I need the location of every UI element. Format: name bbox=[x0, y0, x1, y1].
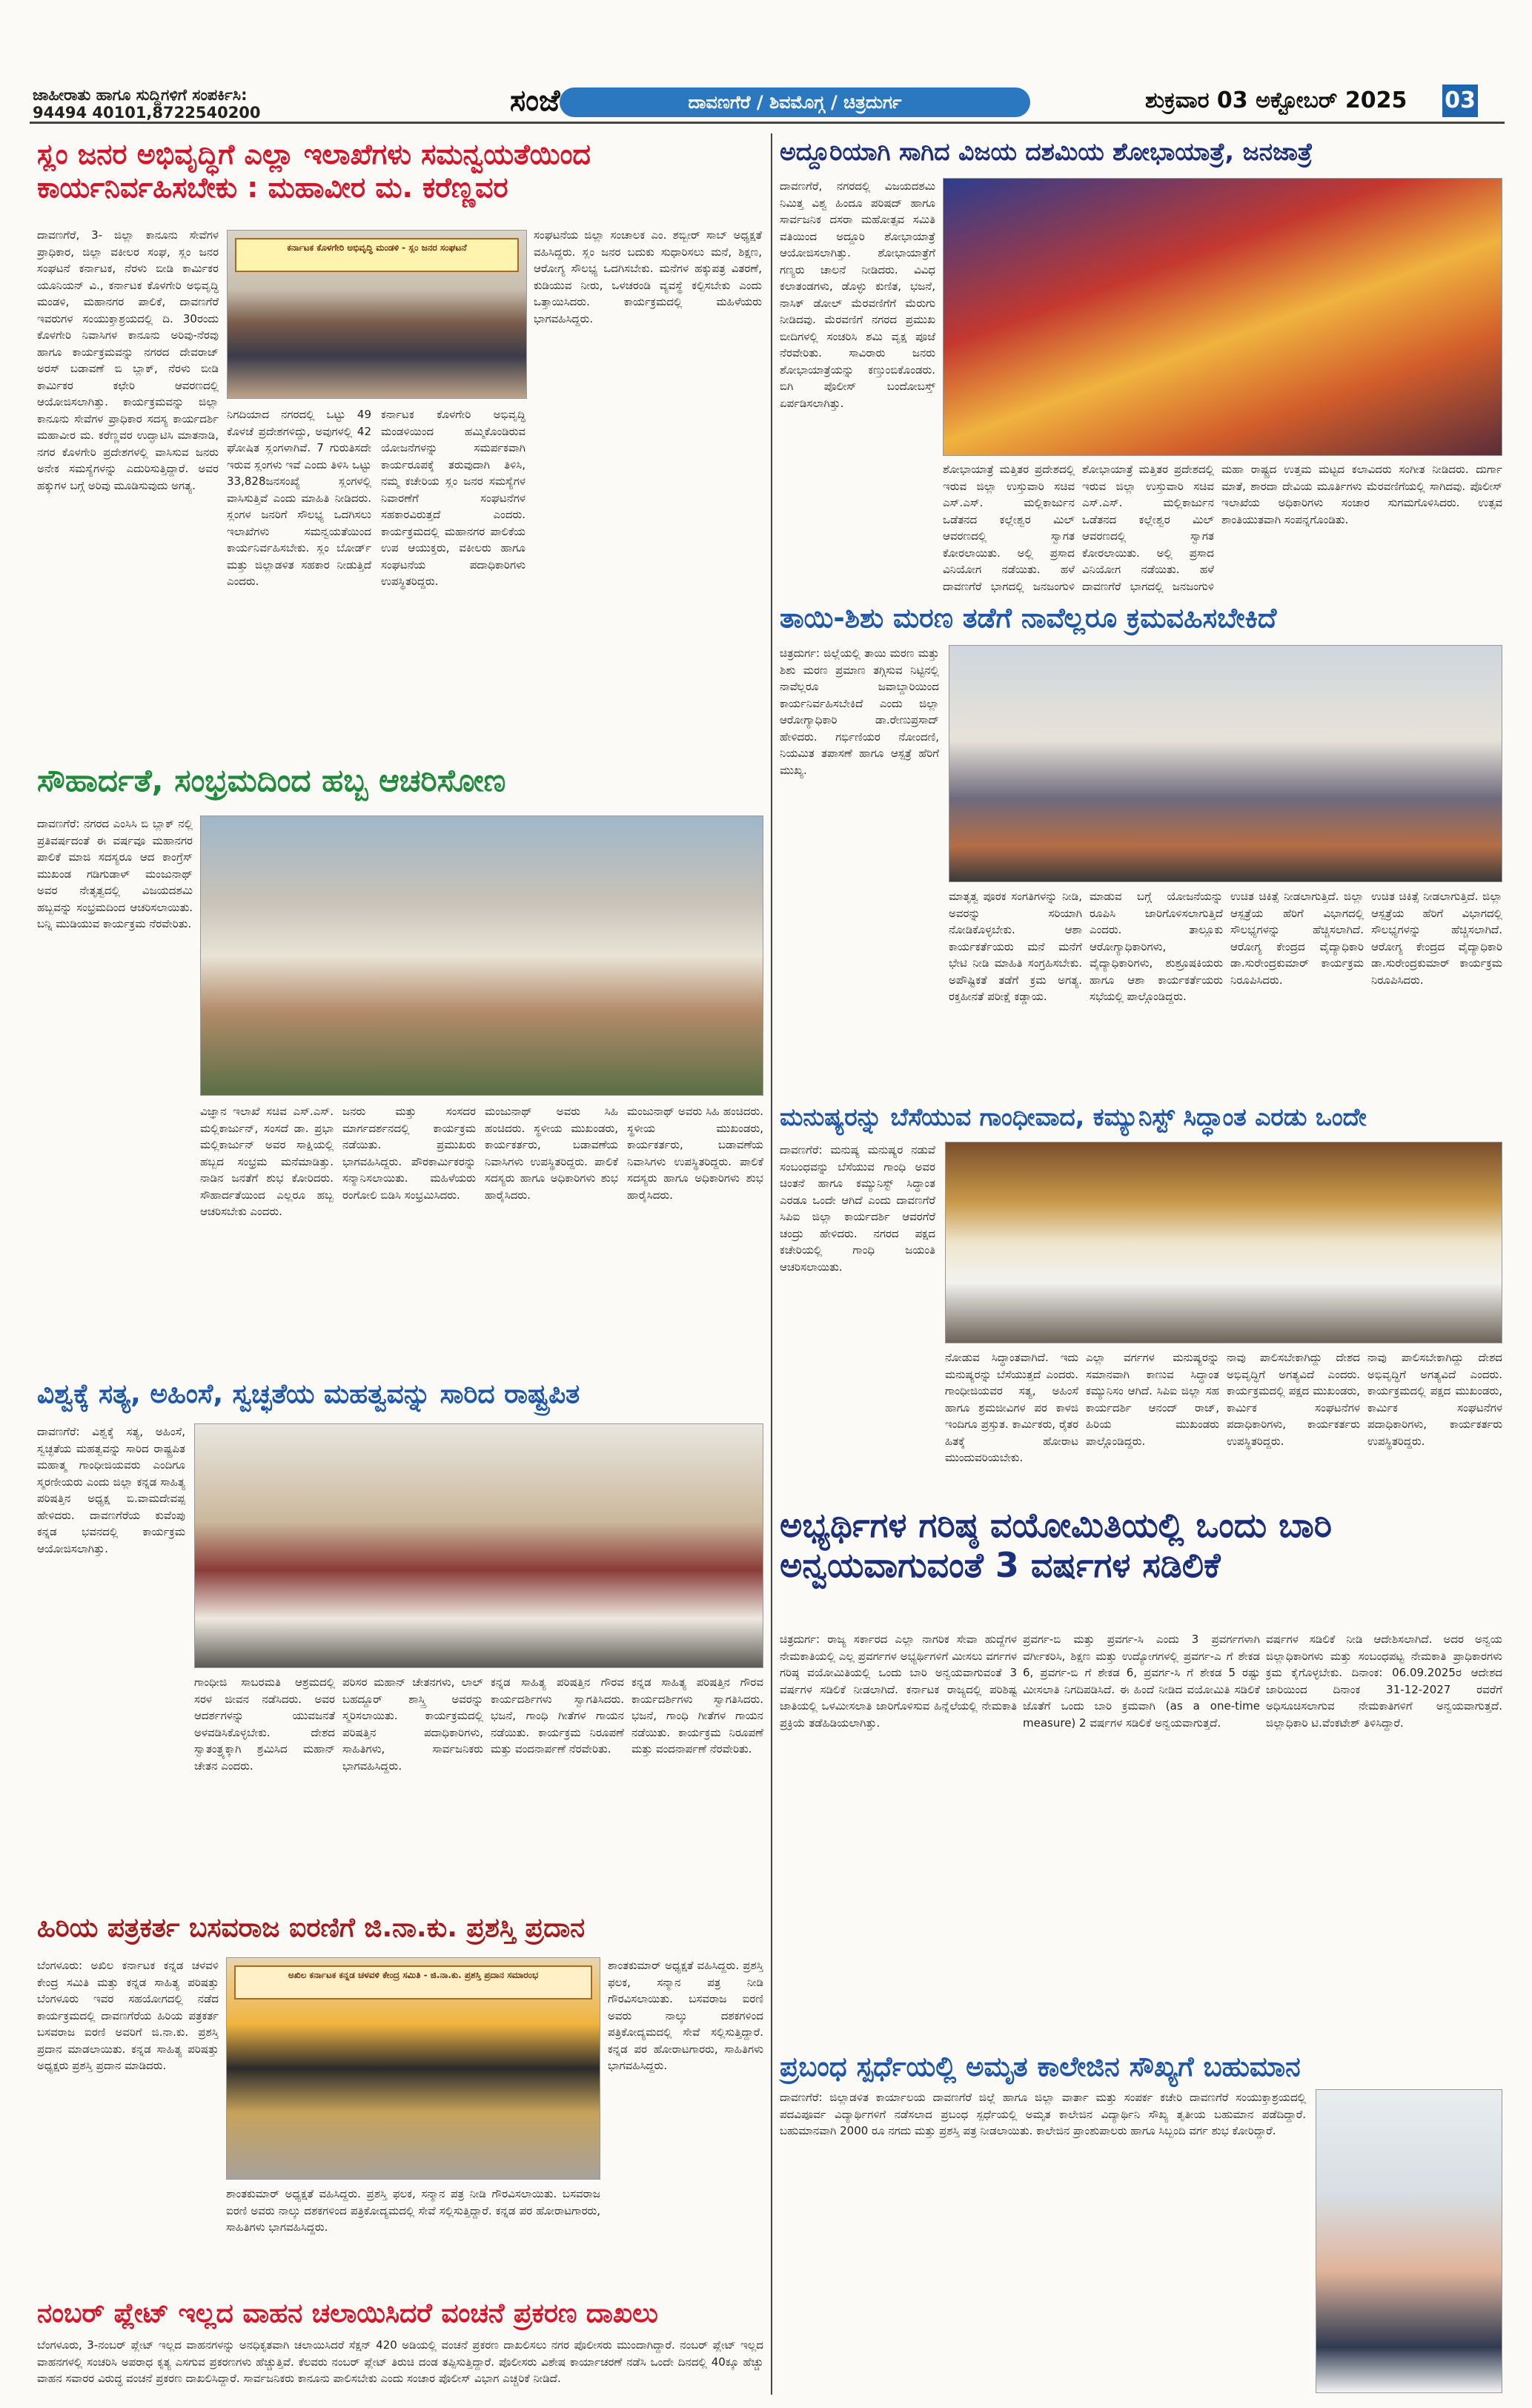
masthead-rule bbox=[30, 122, 1505, 124]
story-festival-col-5: ಮಂಜುನಾಥ್ ಅವರು ಸಿಹಿ ಹಂಚಿದರು. ಸ್ಥಳೀಯ ಮುಖಂಡರು, ಕಾರ್ಯಕರ್ತರು, ಬಡಾವಣೆಯ ನಿವಾಸಿಗಳು ಉಪಸ್ಥಿತರಿದ್ದರು. ಪಾಲಿಕೆ ಸದಸ್ಯರು ಹಾಗೂ ಅಧಿಕಾರಿಗಳು ಶುಭ ಹಾರೈಸಿದರು. bbox=[627, 1105, 763, 1202]
story-dasara-col-1: ದಾವಣಗೆರೆ, ನಗರದಲ್ಲಿ ವಿಜಯದಶಮಿ ನಿಮಿತ್ತ ವಿಶ್ವ ಹಿಂದೂ ಪರಿಷದ್ ಹಾಗೂ ಸಾರ್ವಜನಿಕ ದಸರಾ ಮಹೋತ್ಸವ ಸಮಿತಿ ವತಿಯಿಂದ ಅದ್ದೂರಿ ಶೋಭಾಯಾತ್ರೆ ಆಯೋಜಿಸಲಾಗಿತ್ತು. ಶೋಭಾಯಾತ್ರೆಗೆ ಗಣ್ಯರು ಚಾಲನೆ ನೀಡಿದರು. ವಿವಿಧ ಕಲಾತಂಡಗಳು, ಡೊಳ್ಳು ಕುಣಿತ, ಭಜನೆ, ನಾಸಿಕ್ ಡೋಲ್ ಮೆರವಣಿಗೆಗೆ ಮೆರುಗು ನೀಡಿದವು. ಮೆರವಣಿಗೆ ನಗರದ ಪ್ರಮುಖ ಬೀದಿಗಳಲ್ಲಿ ಸಂಚರಿಸಿ ಶಮಿ ವೃಕ್ಷ ಪೂಜೆ ನೆರವೇರಿತು. ಸಾವಿರಾರು ಜನರು ಶೋಭಾಯಾತ್ರೆಯನ್ನು ಕಣ್ತುಂಬಿಕೊಂಡರು. ಬಿಗಿ ಪೊಲೀಸ್ ಬಂದೋಬಸ್ತ್ ಏರ್ಪಡಿಸಲಾಗಿತ್ತು. bbox=[780, 179, 935, 410]
column-divider bbox=[771, 133, 772, 2395]
story-slum-col-3: ಕರ್ನಾಟಕ ಕೊಳಗೇರಿ ಅಭಿವೃದ್ಧಿ ಮಂಡಳಿಯಿಂದ ಹಮ್ಮಿಕೊಂಡಿರುವ ಯೋಜನೆಗಳನ್ನು ಸಮರ್ಪಕವಾಗಿ ಕಾರ್ಯರೂಪಕ್ಕೆ ತರುವುದಾಗಿ ತಿಳಿಸಿ, ನಮ್ಮ ಕಚೇರಿಯ ಸ್ಲಂ ಜನರ ಸಮಸ್ಯೆಗಳ ನಿವಾರಣೆಗೆ ಸಂಘಟನೆಗಳ ಸಹಕಾರವಿರುತ್ತದೆ ಎಂದರು. ಕಾರ್ಯಕ್ರಮದಲ್ಲಿ ಮಹಾನಗರ ಪಾಲಿಕೆಯ ಉಪ ಆಯುಕ್ತರು, ವಕೀಲರು ಹಾಗೂ ಸಂಘಟನೆಯ ಪದಾಧಿಕಾರಿಗಳು ಉಪಸ್ಥಿತರಿದ್ದರು. bbox=[381, 408, 525, 588]
ad-contact-phones: 94494 40101,8722540200 bbox=[33, 104, 261, 122]
story-slum-col-1: ದಾವಣಗೆರೆ, 3- ಜಿಲ್ಲಾ ಕಾನೂನು ಸೇವೆಗಳ ಪ್ರಾಧಿಕಾರ, ಜಿಲ್ಲಾ ವಕೀಲರ ಸಂಘ, ಸ್ಲಂ ಜನರ ಸಂಘಟನೆ ಕರ್ನಾಟಕ, ನೆರಳು ಬೀಡಿ ಕಾರ್ಮಿಕರ ಯೂನಿಯನ್ ವಿ., ಕರ್ನಾಟಕ ಕೊಳಗೇರಿ ಅಭಿವೃದ್ಧಿ ಮಂಡಳಿ, ಮಹಾನಗರ ಪಾಲಿಕೆ, ದಾವಣಗೆರೆ ಇವರುಗಳ ಸಂಯುಕ್ತಾಶ್ರಯದಲ್ಲಿ ದಿ. 30ರಂದು ಕೊಳಗೇರಿ ನಿವಾಸಿಗಳ ಕಾನೂನು ಅರಿವು-ನೆರವು ಹಾಗೂ ಕಾರ್ಯಕ್ರಮವನ್ನು ನಗರದ ದೇವರಾಜ್ ಅರಸ್ ಬಡಾವಣೆ ಬಿ ಬ್ಲಾಕ್, ನೆರಳು ಬೀಡಿ ಕಾರ್ಮಿಕರ ಕಛೇರಿ ಆವರಣದಲ್ಲಿ ಆಯೋಜಿಸಲಾಗಿತ್ತು. ಕಾರ್ಯಕ್ರಮವನ್ನು ಜಿಲ್ಲಾ ಕಾನೂನು ಸೇವೆಗಳ ಪ್ರಾಧಿಕಾರ ಸದಸ್ಯ ಕಾರ್ಯದರ್ಶಿ ಮಹಾವೀರ ಮ. ಕರೆಣ್ಣವರ ಉದ್ಘಾಟಿಸಿ ಮಾತನಾಡಿ, ನಗರ ಕೊಳಗೇರಿ ಪ್ರದೇಶಗಳಲ್ಲಿ ವಾಸಿಸುವ ಜನರು ಅನೇಕ ಸಮಸ್ಯೆಗಳನ್ನು ಎದುರಿಸುತ್ತಿದ್ದಾರೆ. ಅವರ ಹಕ್ಕುಗಳ ಬಗ್ಗೆ ಅರಿವು ಮೂಡಿಸುವುದು ಅಗತ್ಯ. bbox=[37, 228, 219, 492]
story-ideology-col-3: ಎಲ್ಲಾ ವರ್ಗಗಳ ಮನುಷ್ಯರನ್ನು ಸಮಾನವಾಗಿ ಕಾಣುವ ಸಿದ್ಧಾಂತ ಕಮ್ಯುನಿಸಂ ಆಗಿದೆ. ಸಿಪಿಐ ಜಿಲ್ಲಾ ಸಹ ಕಾರ್ಯದರ್ಶಿ ಆನಂದ್ ರಾಜ್, ಹಿರಿಯ ಮುಖಂಡರು ಪಾಲ್ಗೊಂಡಿದ್ದರು. bbox=[1086, 1351, 1219, 1448]
story-ideology-col-5: ನಾವು ಪಾಲಿಸಬೇಕಾಗಿದ್ದು ದೇಶದ ಅಭಿವೃದ್ಧಿಗೆ ಅಗತ್ಯವಿದೆ ಎಂದರು. ಕಾರ್ಯಕ್ರಮದಲ್ಲಿ ಪಕ್ಷದ ಮುಖಂಡರು, ಕಾರ್ಮಿಕ ಸಂಘಟನೆಗಳ ಪದಾಧಿಕಾರಿಗಳು, ಕಾರ್ಯಕರ್ತರು ಉಪಸ್ಥಿತರಿದ್ದರು. bbox=[1367, 1351, 1502, 1448]
story-health-col-3: ಮಾಡುವ ಬಗ್ಗೆ ಯೋಜನೆಯನ್ನು ರೂಪಿಸಿ ಜಾರಿಗೊಳಿಸಲಾಗುತ್ತಿದೆ ಎಂದರು. ತಾಲ್ಲೂಕು ಆರೋಗ್ಯಾಧಿಕಾರಿಗಳು, ವೈದ್ಯಾಧಿಕಾರಿಗಳು, ಶುಶ್ರೂಷಕಿಯರು ಹಾಗೂ ಆಶಾ ಕಾರ್ಯಕರ್ತೆಯರು ಸಭೆಯಲ್ಲಿ ಪಾಲ್ಗೊಂಡಿದ್ದರು. bbox=[1090, 890, 1223, 1003]
story-gandhi-col-2: ಗಾಂಧೀಜಿ ಸಾಬರಮತಿ ಆಶ್ರಮದಲ್ಲಿ ಸರಳ ಜೀವನ ನಡೆಸಿದರು. ಅವರ ಆದರ್ಶಗಳನ್ನು ಯುವಜನತೆ ಅಳವಡಿಸಿಕೊಳ್ಳಬೇಕು. ದೇಶದ ಸ್ವಾತಂತ್ರ್ಯಕ್ಕಾಗಿ ಶ್ರಮಿಸಿದ ಮಹಾನ್ ಚೇತನ ಎಂದರು. bbox=[194, 1676, 335, 1773]
headline-festival-harmony: ಸೌಹಾರ್ದತೆ, ಸಂಭ್ರಮದಿಂದ ಹಬ್ಬ ಆಚರಿಸೋಣ bbox=[37, 762, 506, 798]
story-festival-col-1: ದಾವಣಗೆರೆ: ನಗರದ ಎಂಸಿಸಿ ಬಿ ಬ್ಲಾಕ್ ನಲ್ಲಿ ಪ್ರತಿವರ್ಷದಂತೆ ಈ ವರ್ಷವೂ ಮಹಾನಗರ ಪಾಲಿಕೆ ಮಾಜಿ ಸದಸ್ಯರೂ ಆದ ಕಾಂಗ್ರೆಸ್ ಮುಖಂಡ ಗಡಿಗುಡಾಳ್ ಮಂಜುನಾಥ್ ಅವರ ನೇತೃತ್ವದಲ್ಲಿ ವಿಜಯದಶಮಿ ಹಬ್ಬವನ್ನು ಸಂಭ್ರಮದಿಂದ ಆಚರಿಸಲಾಯಿತು. ಬನ್ನಿ ಮುಡಿಯುವ ಕಾರ್ಯಕ್ರಮ ನೆರವೇರಿತು. bbox=[37, 817, 193, 930]
headline-maternal-health: ತಾಯಿ-ಶಿಶು ಮರಣ ತಡೆಗೆ ನಾವೆಲ್ಲರೂ ಕ್ರಮವಹಿಸಬೇಕಿದೆ bbox=[780, 602, 1277, 634]
award-banner: ಅಖಿಲ ಕರ್ನಾಟಕ ಕನ್ನಡ ಚಳವಳಿ ಕೇಂದ್ರ ಸಮಿತಿ - ಜಿ.ನಾ.ಕು. ಪ್ರಶಸ್ತಿ ಪ್ರದಾನ ಸಮಾರಂಭ bbox=[234, 1965, 592, 2000]
headline-age-relaxation: ಅಭ್ಯರ್ಥಿಗಳ ಗರಿಷ್ಠ ವಯೋಮಿತಿಯಲ್ಲಿ ಒಂದು ಬಾರಿ ಅನ್ವಯವಾಗುವಂತೆ 3 ವರ್ಷಗಳ ಸಡಿಲಿಕೆ bbox=[780, 1505, 1333, 1586]
story-number-plate-text: ಬೆಂಗಳೂರು, 3-ನಂಬರ್ ಪ್ಲೇಟ್ ಇಲ್ಲದ ವಾಹನಗಳನ್ನು ಅನಧಿಕೃತವಾಗಿ ಚಲಾಯಿಸಿದರೆ ಸೆಕ್ಷನ್ 420 ಅಡಿಯಲ್ಲಿ ವಂಚನೆ ಪ್ರಕರಣ ದಾಖಲಿಸಲು ನಗರ ಪೊಲೀಸರು ಮುಂದಾಗಿದ್ದಾರೆ. ನಂಬರ್ ಪ್ಲೇಟ್ ಇಲ್ಲದ ವಾಹನಗಳಲ್ಲಿ ಸಂಚರಿಸಿ ಅಪರಾಧ ಕೃತ್ಯ ಎಸಗುವ ಪ್ರಕರಣಗಳು ಹೆಚ್ಚುತ್ತಿವೆ. ಕೆಲವರು ನಂಬರ್ ಪ್ಲೇಟ್ ತಿರುಚಿ ದಂಡ ತಪ್ಪಿಸುತ್ತಿದ್ದಾರೆ. ಪೊಲೀಸರು ವಿಶೇಷ ಕಾರ್ಯಾಚರಣೆ ನಡೆಸಿ ಒಂದೇ ದಿನದಲ್ಲಿ 40ಕ್ಕೂ ಹೆಚ್ಚು ವಾಹನ ಸವಾರರ ವಿರುದ್ಧ ವಂಚನೆ ಪ್ರಕರಣ ದಾಖಲಿಸಿದ್ದಾರೆ. ಸಾರ್ವಜನಿಕರು ಕಾನೂನು ಪಾಲಿಸಬೇಕು ಎಂದು ಸಂಚಾರ ಪೊಲೀಸ್ ವಿಭಾಗ ಎಚ್ಚರಿಕೆ ನೀಡಿದೆ. bbox=[37, 2338, 763, 2385]
headline-journalist-award: ಹಿರಿಯ ಪತ್ರಕರ್ತ ಬಸವರಾಜ ಐರಣಿಗೆ ಜಿ.ನಾ.ಕು. ಪ್ರಶಸ್ತಿ ಪ್ರದಾನ bbox=[37, 1913, 586, 1943]
story-festival-col-3: ಜನರು ಮತ್ತು ಸಂಸದರ ಮಾರ್ಗದರ್ಶನದಲ್ಲಿ ಕಾರ್ಯಕ್ರಮ ನಡೆಯಿತು. ಪ್ರಮುಖರು ಭಾಗವಹಿಸಿದ್ದರು. ಪೌರಕಾರ್ಮಿಕರನ್ನು ಸನ್ಮಾನಿಸಲಾಯಿತು. ಮಹಿಳೆಯರು ರಂಗೋಲಿ ಬಿಡಿಸಿ ಸಂಭ್ರಮಿಸಿದರು. bbox=[342, 1105, 476, 1202]
headline-essay-prize: ಪ್ರಬಂಧ ಸ್ಪರ್ಧೆಯಲ್ಲಿ ಅಮೃತ ಕಾಲೇಜಿನ ಸೌಖ್ಯಗೆ ಬಹುಮಾನ bbox=[780, 2051, 1301, 2083]
masthead bbox=[0, 0, 1532, 122]
story-age-col-2: ಪ್ರವರ್ಗ-ಬಿ ಮತ್ತು ಪ್ರವರ್ಗ-ಸಿ ಎಂದು 3 ಪ್ರವರ್ಗಗಳಾಗಿ ವರ್ಗೀಕರಿಸಿ, ಶಿಕ್ಷಣ ಮತ್ತು ಉದ್ಯೋಗಗಳಲ್ಲಿ ಪ್ರವರ್ಗ-ಎ ಗೆ ಶೇಕಡ 6, ಪ್ರವರ್ಗ-ಬಿ ಗೆ ಶೇಕಡ 6, ಪ್ರವರ್ಗ-ಸಿ ಗೆ ಶೇಕಡ 5 ರಷ್ಟು ಮೀಸಲಾತಿ ನಿಗದಿಪಡಿಸಿದೆ. ಈ ಹಿಂದೆ ನೀಡಿದ ವಯೋಮಿತಿ ಸಡಿಲಿಕೆ ಜೊತೆಗೆ ಒಂದು ಬಾರಿ ಕ್ರಮವಾಗಿ (as a one-time measure) 2 ವರ್ಷಗಳ ಸಡಿಲಿಕೆ ಅನ್ವಯವಾಗುತ್ತದೆ. bbox=[1023, 1633, 1260, 1730]
photo-health-meeting bbox=[949, 645, 1502, 882]
story-essay-text: ದಾವಣಗೆರೆ: ಜಿಲ್ಲಾಡಳಿತ ಕಾರ್ಯಾಲಯ ದಾವಣಗೆರೆ ಜಿಲ್ಲೆ ಹಾಗೂ ಜಿಲ್ಲಾ ವಾರ್ತಾ ಮತ್ತು ಸಂಪರ್ಕ ಕಚೇರಿ ದಾವಣಗೆರೆ ಸಂಯುಕ್ತಾಶ್ರಯದಲ್ಲಿ ಪದವಿಪೂರ್ವ ವಿದ್ಯಾರ್ಥಿಗಳಿಗೆ ನಡೆಸಲಾದ ಪ್ರಬಂಧ ಸ್ಪರ್ಧೆಯಲ್ಲಿ ಅಮೃತ ಕಾಲೇಜಿನ ವಿದ್ಯಾರ್ಥಿನಿ ಸೌಖ್ಯ ತೃತೀಯ ಬಹುಮಾನ ಪಡೆದಿದ್ದಾರೆ. ಬಹುಮಾನವಾಗಿ 2000 ರೂ ನಗದು ಮತ್ತು ಪ್ರಶಸ್ತಿ ಪತ್ರ ನೀಡಲಾಯಿತು. ಕಾಲೇಜಿನ ಪ್ರಾಂಶುಪಾಲರು ಹಾಗೂ ಸಿಬ್ಬಂದಿ ವರ್ಗ ಶುಭ ಕೋರಿದ್ದಾರೆ. bbox=[780, 2091, 1306, 2137]
ad-contact-label: ಜಾಹೀರಾತು ಹಾಗೂ ಸುದ್ದಿಗಳಿಗೆ ಸಂಪರ್ಕಿಸಿ: bbox=[33, 86, 248, 104]
story-gandhi-col-3: ಪರಿಸರ ಮಹಾನ್ ಚೇತನಗಳು, ಲಾಲ್ ಬಹದ್ದೂರ್ ಶಾಸ್ತ್ರಿ ಅವರನ್ನು ಸ್ಮರಿಸಲಾಯಿತು. ಕಾರ್ಯಕ್ರಮದಲ್ಲಿ ಪರಿಷತ್ತಿನ ಪದಾಧಿಕಾರಿಗಳು, ಸಾಹಿತಿಗಳು, ಸಾರ್ವಜನಿಕರು ಭಾಗವಹಿಸಿದ್ದರು. bbox=[342, 1676, 483, 1773]
story-health-col-4: ಉಚಿತ ಚಿಕಿತ್ಸೆ ನೀಡಲಾಗುತ್ತಿದೆ. ಜಿಲ್ಲಾ ಆಸ್ಪತ್ರೆಯ ಹೆರಿಗೆ ವಿಭಾಗದಲ್ಲಿ ಸೌಲಭ್ಯಗಳನ್ನು ಹೆಚ್ಚಿಸಲಾಗಿದೆ. ಆರೋಗ್ಯ ಕೇಂದ್ರದ ವೈದ್ಯಾಧಿಕಾರಿ ಡಾ.ಸುರೇಂದ್ರಕುಮಾರ್ ಕಾರ್ಯಕ್ರಮ ನಿರೂಪಿಸಿದರು. bbox=[1230, 890, 1364, 987]
story-ideology-col-4: ನಾವು ಪಾಲಿಸಬೇಕಾಗಿದ್ದು ದೇಶದ ಅಭಿವೃದ್ಧಿಗೆ ಅಗತ್ಯವಿದೆ ಎಂದರು. ಕಾರ್ಯಕ್ರಮದಲ್ಲಿ ಪಕ್ಷದ ಮುಖಂಡರು, ಕಾರ್ಮಿಕ ಸಂಘಟನೆಗಳ ಪದಾಧಿಕಾರಿಗಳು, ಕಾರ್ಯಕರ್ತರು ಉಪಸ್ಥಿತರಿದ್ದರು. bbox=[1227, 1351, 1360, 1448]
story-dasara-col-2: ಶೋಭಾಯಾತ್ರೆ ಮತ್ತಿತರ ಪ್ರದೇಶದಲ್ಲಿ ಇರುವ ಜಿಲ್ಲಾ ಉಸ್ತುವಾರಿ ಸಚಿವ ಎಸ್.ಎಸ್. ಮಲ್ಲಿಕಾರ್ಜುನ ಒಡೆತನದ ಕಲ್ಲೇಶ್ವರ ಮಿಲ್ ಆವರಣದಲ್ಲಿ ಸ್ವಾಗತ ಕೋರಲಾಯಿತು. ಅಲ್ಲಿ ಪ್ರಸಾದ ವಿನಿಯೋಗ ನಡೆಯಿತು. ಹಳೆ ದಾವಣಗೆರೆ ಭಾಗದಲ್ಲಿ ಜನಜಂಗುಳಿ bbox=[943, 463, 1075, 593]
photo-banner: ಕರ್ನಾಟಕ ಕೊಳಗೇರಿ ಅಭಿವೃದ್ಧಿ ಮಂಡಳಿ - ಸ್ಲಂ ಜನರ ಸಂಘಟನೆ bbox=[235, 238, 519, 272]
headline-dasara-procession: ಅದ್ದೂರಿಯಾಗಿ ಸಾಗಿದ ವಿಜಯ ದಶಮಿಯ ಶೋಭಾಯಾತ್ರೆ, ಜನಜಾತ್ರೆ bbox=[780, 137, 1313, 166]
story-dasara-col-4: ಮಹಾ ರಾಷ್ಟ್ರದ ಉತ್ತಮ ಮಟ್ಟದ ಕಲಾವಿದರು ಸಂಗೀತ ನೀಡಿದರು. ದುರ್ಗಾ ಮಾತೆ, ಶಾರದಾ ದೇವಿಯ ಮೂರ್ತಿಗಳು ಮೆರವಣಿಗೆಯಲ್ಲಿ ಸಾಗಿದವು. ಪೊಲೀಸ್ ಇಲಾಖೆಯ ಅಧಿಕಾರಿಗಳು ಸಂಚಾರ ಸುಗಮಗೊಳಿಸಿದರು. ಉತ್ಸವ ಶಾಂತಿಯುತವಾಗಿ ಸಂಪನ್ನಗೊಂಡಿತು. bbox=[1221, 463, 1502, 526]
headline-number-plate: ನಂಬರ್ ಪ್ಲೇಟ್ ಇಲ್ಲದ ವಾಹನ ಚಲಾಯಿಸಿದರೆ ವಂಚನೆ ಪ್ರಕರಣ ದಾಖಲು bbox=[37, 2298, 658, 2329]
story-ideology-col-1: ದಾವಣಗೆರೆ: ಮನುಷ್ಯ ಮನುಷ್ಯರ ನಡುವೆ ಸಂಬಂಧವನ್ನು ಬೆಸೆಯುವ ಗಾಂಧಿ ಅವರ ಚಿಂತನೆ ಹಾಗೂ ಕಮ್ಯುನಿಸ್ಟ್ ಸಿದ್ಧಾಂತ ಎರಡೂ ಒಂದೇ ಆಗಿದೆ ಎಂದು ದಾವಣಗೆರೆ ಸಿಪಿಐ ಜಿಲ್ಲಾ ಕಾರ್ಯದರ್ಶಿ ಆವರಗೆರೆ ಚಂದ್ರು ಹೇಳಿದರು. ನಗರದ ಪಕ್ಷದ ಕಚೇರಿಯಲ್ಲಿ ಗಾಂಧಿ ಜಯಂತಿ ಆಚರಿಸಲಾಯಿತು. bbox=[780, 1143, 935, 1274]
headline-gandhi-truth: ವಿಶ್ವಕ್ಕೆ ಸತ್ಯ, ಅಹಿಂಸೆ, ಸ್ವಚ್ಛತೆಯ ಮಹತ್ವವನ್ನು ಸಾರಿದ ರಾಷ್ಟ್ರಪಿತ bbox=[37, 1379, 580, 1409]
story-festival-col-2: ವಿಜ್ಞಾನ ಇಲಾಖೆ ಸಚಿವ ಎಸ್.ಎಸ್. ಮಲ್ಲಿಕಾರ್ಜುನ್, ಸಂಸದೆ ಡಾ. ಪ್ರಭಾ ಮಲ್ಲಿಕಾರ್ಜುನ್ ಅವರ ಸಾಕ್ಷಿಯಲ್ಲಿ ಹಬ್ಬದ ಸಂಭ್ರಮ ಮನೆಮಾಡಿತ್ತು. ನಾಡಿನ ಜನತೆಗೆ ಶುಭ ಕೋರಿದರು. ಸೌಹಾರ್ದತೆಯಿಂದ ಎಲ್ಲರೂ ಹಬ್ಬ ಆಚರಿಸಬೇಕು ಎಂದರು. bbox=[200, 1105, 334, 1218]
story-gandhi-col-4: ಕನ್ನಡ ಸಾಹಿತ್ಯ ಪರಿಷತ್ತಿನ ಗೌರವ ಕಾರ್ಯದರ್ಶಿಗಳು ಸ್ವಾಗತಿಸಿದರು. ಭಜನೆ, ಗಾಂಧಿ ಗೀತೆಗಳ ಗಾಯನ ನಡೆಯಿತು. ಕಾರ್ಯಕ್ರಮ ನಿರೂಪಣೆ ಮತ್ತು ವಂದನಾರ್ಪಣೆ ನೆರವೇರಿತು. bbox=[491, 1676, 624, 1756]
headline-slum-development: ಸ್ಲಂ ಜನರ ಅಭಿವೃದ್ಧಿಗೆ ಎಲ್ಲಾ ಇಲಾಖೆಗಳು ಸಮನ್ವಯತೆಯಿಂದ ಕಾರ್ಯನಿರ್ವಹಿಸಬೇಕು : ಮಹಾವೀರ ಮ. ಕರೆಣ್ಣವರ bbox=[37, 138, 591, 204]
headline-gandhism-communism: ಮನುಷ್ಯರನ್ನು ಬೆಸೆಯುವ ಗಾಂಧೀವಾದ, ಕಮ್ಯುನಿಸ್ಟ್ ಸಿದ್ಧಾಂತ ಎರಡು ಒಂದೇ bbox=[780, 1102, 1367, 1131]
story-health-col-1: ಚಿತ್ರದುರ್ಗ: ಜಿಲ್ಲೆಯಲ್ಲಿ ತಾಯಿ ಮರಣ ಮತ್ತು ಶಿಶು ಮರಣ ಪ್ರಮಾಣ ತಗ್ಗಿಸುವ ನಿಟ್ಟಿನಲ್ಲಿ ನಾವೆಲ್ಲರೂ ಜವಾಬ್ದಾರಿಯಿಂದ ಕಾರ್ಯನಿರ್ವಹಿಸಬೇಕಿದೆ ಎಂದು ಜಿಲ್ಲಾ ಆರೋಗ್ಯಾಧಿಕಾರಿ ಡಾ.ರೇಣುಪ್ರಸಾದ್ ಹೇಳಿದರು. ಗರ್ಭಿಣಿಯರ ನೋಂದಣಿ, ನಿಯಮಿತ ತಪಾಸಣೆ ಹಾಗೂ ಆಸ್ಪತ್ರೆ ಹೆರಿಗೆ ಮುಖ್ಯ. bbox=[780, 646, 939, 777]
story-age-col-3: ವರ್ಷಗಳ ಸಡಿಲಿಕೆ ನೀಡಿ ಆದೇಶಿಸಲಾಗಿದೆ. ಅದರ ಅನ್ವಯ ಜಿಲ್ಲಾಧಿಕಾರಿಗಳು ಮತ್ತು ಸಂಬಂಧಪಟ್ಟ ನೇಮಕಾತಿ ಪ್ರಾಧಿಕಾರಗಳು ಕ್ರಮ ಕೈಗೊಳ್ಳಬೇಕು. ದಿನಾಂಕ: 06.09.2025ರ ಆದೇಶದ ಜಾರಿಯಿಂದ ದಿನಾಂಕ 31-12-2027 ರವರೆಗೆ ಅಧಿಸೂಚಿಸಲಾಗುವ ನೇಮಕಾತಿಗಳಿಗೆ ಅನ್ವಯವಾಗುತ್ತದೆ. ಜಿಲ್ಲಾಧಿಕಾರಿ ಟಿ.ವೆಂಕಟೇಶ್ ತಿಳಿಸಿದ್ದಾರೆ. bbox=[1266, 1633, 1502, 1730]
photo-cpi-office bbox=[945, 1142, 1502, 1343]
story-age-col-1: ಚಿತ್ರದುರ್ಗ: ರಾಜ್ಯ ಸರ್ಕಾರದ ಎಲ್ಲಾ ನಾಗರಿಕ ಸೇವಾ ಹುದ್ದೆಗಳ ನೇಮಕಾತಿಯಲ್ಲಿ ಎಲ್ಲ ಪ್ರವರ್ಗಗಳ ಅಭ್ಯರ್ಥಿಗಳಿಗೆ ಮೀಸಲು ವರ್ಗಗಳ ಗರಿಷ್ಠ ವಯೋಮಿತಿಯಲ್ಲಿ ಒಂದು ಬಾರಿ ಅನ್ವಯವಾಗುವಂತೆ 3 ವರ್ಷಗಳ ಸಡಿಲಿಕೆ ನೀಡಲಾಗಿದೆ. ಕರ್ನಾಟಕ ರಾಜ್ಯದಲ್ಲಿ ಪರಿಶಿಷ್ಟ ಜಾತಿಯಲ್ಲಿ ಒಳಮೀಸಲಾತಿ ಜಾರಿಗೊಳಿಸುವ ಹಿನ್ನೆಲೆಯಲ್ಲಿ ನೇಮಕಾತಿ ಪ್ರಕ್ರಿಯೆ ತಡೆಹಿಡಿಯಲಾಗಿತ್ತು. bbox=[780, 1633, 1017, 1730]
story-health-col-5: ಉಚಿತ ಚಿಕಿತ್ಸೆ ನೀಡಲಾಗುತ್ತಿದೆ. ಜಿಲ್ಲಾ ಆಸ್ಪತ್ರೆಯ ಹೆರಿಗೆ ವಿಭಾಗದಲ್ಲಿ ಸೌಲಭ್ಯಗಳನ್ನು ಹೆಚ್ಚಿಸಲಾಗಿದೆ. ಆರೋಗ್ಯ ಕೇಂದ್ರದ ವೈದ್ಯಾಧಿಕಾರಿ ಡಾ.ಸುರೇಂದ್ರಕುಮಾರ್ ಕಾರ್ಯಕ್ರಮ ನಿರೂಪಿಸಿದರು. bbox=[1371, 890, 1502, 987]
story-dasara-col-3: ಶೋಭಾಯಾತ್ರೆ ಮತ್ತಿತರ ಪ್ರದೇಶದಲ್ಲಿ ಇರುವ ಜಿಲ್ಲಾ ಉಸ್ತುವಾರಿ ಸಚಿವ ಎಸ್.ಎಸ್. ಮಲ್ಲಿಕಾರ್ಜುನ ಒಡೆತನದ ಕಲ್ಲೇಶ್ವರ ಮಿಲ್ ಆವರಣದಲ್ಲಿ ಸ್ವಾಗತ ಕೋರಲಾಯಿತು. ಅಲ್ಲಿ ಪ್ರಸಾದ ವಿನಿಯೋಗ ನಡೆಯಿತು. ಹಳೆ ದಾವಣಗೆರೆ ಭಾಗದಲ್ಲಿ ಜನಜಂಗುಳಿ bbox=[1082, 463, 1214, 593]
photo-gandhi-event bbox=[194, 1423, 763, 1668]
story-health-col-2: ಮಾತೃತ್ವ ಪೂರಕ ಸಂಗತಿಗಳನ್ನು ನೀಡಿ, ಅವರನ್ನು ಸರಿಯಾಗಿ ನೋಡಿಕೊಳ್ಳಬೇಕು. ಆಶಾ ಕಾರ್ಯಕರ್ತೆಯರು ಮನೆ ಮನೆಗೆ ಭೇಟಿ ನೀಡಿ ಮಾಹಿತಿ ಸಂಗ್ರಹಿಸಬೇಕು. ಅಪೌಷ್ಟಿಕತೆ ತಡೆಗೆ ಕ್ರಮ ಅಗತ್ಯ. ರಕ್ತಹೀನತೆ ಪರೀಕ್ಷೆ ಕಡ್ಡಾಯ. bbox=[949, 890, 1082, 1003]
logo-left-text: ಸಂಜೆ bbox=[510, 83, 560, 118]
photo-dasara-goddess bbox=[943, 178, 1502, 456]
photo-award-ceremony bbox=[226, 1957, 600, 2180]
story-slum-col-2: ನಿಗದಿಯಾದ ನಗರದಲ್ಲಿ ಒಟ್ಟು 49 ಕೊಳಚೆ ಪ್ರದೇಶಗಳಿದ್ದು, ಅವುಗಳಲ್ಲಿ 42 ಘೋಷಿತ ಸ್ಲಂಗಳಾಗಿವೆ. 7 ಗುರುತಿಸದೇ ಇರುವ ಸ್ಲಂಗಳು ಇವೆ ಎಂದು ತಿಳಿಸಿ ಒಟ್ಟು 33,828ಜನಸಂಖ್ಯೆ ಸ್ಲಂಗಳಲ್ಲಿ ವಾಸಿಸುತ್ತಿವೆ ಎಂದು ಮಾಹಿತಿ ನೀಡಿದರು. ಸ್ಲಂಗಳ ಜನರಿಗೆ ಸೌಲಭ್ಯ ಒದಗಿಸಲು ಇಲಾಖೆಗಳು ಸಮನ್ವಯತೆಯಿಂದ ಕಾರ್ಯನಿರ್ವಹಿಸಬೇಕು. ಸ್ಲಂ ಬೋರ್ಡ್ ಮತ್ತು ಜಿಲ್ಲಾಡಳಿತ ಸಹಕಾರ ನೀಡುತ್ತಿದೆ ಎಂದರು. bbox=[227, 408, 371, 588]
story-award-col-3: ಶಾಂತಕುಮಾರ್ ಅಧ್ಯಕ್ಷತೆ ವಹಿಸಿದ್ದರು. ಪ್ರಶಸ್ತಿ ಫಲಕ, ಸನ್ಮಾನ ಪತ್ರ ನೀಡಿ ಗೌರವಿಸಲಾಯಿತು. ಬಸವರಾಜ ಐರಣಿ ಅವರು ನಾಲ್ಕು ದಶಕಗಳಿಂದ ಪತ್ರಿಕೋದ್ಯಮದಲ್ಲಿ ಸೇವೆ ಸಲ್ಲಿಸುತ್ತಿದ್ದಾರೆ. ಕನ್ನಡ ಪರ ಹೋರಾಟಗಾರರು, ಸಾಹಿತಿಗಳು ಭಾಗವಹಿಸಿದ್ದರು. bbox=[608, 1959, 763, 2072]
story-gandhi-col-1: ದಾವಣಗೆರೆ: ವಿಶ್ವಕ್ಕೆ ಸತ್ಯ, ಅಹಿಂಸೆ, ಸ್ವಚ್ಛತೆಯ ಮಹತ್ವವನ್ನು ಸಾರಿದ ರಾಷ್ಟ್ರಪಿತ ಮಹಾತ್ಮ ಗಾಂಧೀಜಿಯವರು ಎಂದಿಗೂ ಸ್ಮರಣೀಯರು ಎಂದು ಜಿಲ್ಲಾ ಕನ್ನಡ ಸಾಹಿತ್ಯ ಪರಿಷತ್ತಿನ ಅಧ್ಯಕ್ಷ ಬಿ.ವಾಮದೇವಪ್ಪ ಹೇಳಿದರು. ದಾವಣಗೆರೆಯ ಕುವೆಂಪು ಕನ್ನಡ ಭವನದಲ್ಲಿ ಕಾರ್ಯಕ್ರಮ ಆಯೋಜಿಸಲಾಗಿತ್ತು. bbox=[37, 1425, 185, 1555]
story-award-col-2: ಶಾಂತಕುಮಾರ್ ಅಧ್ಯಕ್ಷತೆ ವಹಿಸಿದ್ದರು. ಪ್ರಶಸ್ತಿ ಫಲಕ, ಸನ್ಮಾನ ಪತ್ರ ನೀಡಿ ಗೌರವಿಸಲಾಯಿತು. ಬಸವರಾಜ ಐರಣಿ ಅವರು ನಾಲ್ಕು ದಶಕಗಳಿಂದ ಪತ್ರಿಕೋದ್ಯಮದಲ್ಲಿ ಸೇವೆ ಸಲ್ಲಿಸುತ್ತಿದ್ದಾರೆ. ಕನ್ನಡ ಪರ ಹೋರಾಟಗಾರರು, ಸಾಹಿತಿಗಳು ಭಾಗವಹಿಸಿದ್ದರು. bbox=[226, 2187, 600, 2234]
story-gandhi-col-5: ಕನ್ನಡ ಸಾಹಿತ್ಯ ಪರಿಷತ್ತಿನ ಗೌರವ ಕಾರ್ಯದರ್ಶಿಗಳು ಸ್ವಾಗತಿಸಿದರು. ಭಜನೆ, ಗಾಂಧಿ ಗೀತೆಗಳ ಗಾಯನ ನಡೆಯಿತು. ಕಾರ್ಯಕ್ರಮ ನಿರೂಪಣೆ ಮತ್ತು ವಂದನಾರ್ಪಣೆ ನೆರವೇರಿತು. bbox=[631, 1676, 763, 1756]
issue-date: ಶುಕ್ರವಾರ 03 ಅಕ್ಟೋಬರ್ 2025 bbox=[1145, 87, 1407, 113]
photo-essay-winner bbox=[1316, 2089, 1502, 2393]
story-ideology-col-2: ನೋಡುವ ಸಿದ್ಧಾಂತವಾಗಿದೆ. ಇದು ಮನುಷ್ಯರನ್ನು ಬೆಸೆಯುತ್ತದೆ ಎಂದರು. ಗಾಂಧೀಜಿಯವರ ಸತ್ಯ, ಅಹಿಂಸೆ ಹಾಗೂ ಶ್ರಮಜೀವಿಗಳ ಪರ ಕಾಳಜಿ ಇಂದಿಗೂ ಪ್ರಸ್ತುತ. ಕಾರ್ಮಿಕರು, ರೈತರ ಹಿತಕ್ಕೆ ಹೋರಾಟ ಮುಂದುವರಿಯಬೇಕು. bbox=[945, 1351, 1078, 1464]
edition-districts: ದಾವಣಗೆರೆ / ಶಿವಮೊಗ್ಗ / ಚಿತ್ರದುರ್ಗ bbox=[560, 87, 1030, 117]
story-festival-col-4: ಮಂಜುನಾಥ್ ಅವರು ಸಿಹಿ ಹಂಚಿದರು. ಸ್ಥಳೀಯ ಮುಖಂಡರು, ಕಾರ್ಯಕರ್ತರು, ಬಡಾವಣೆಯ ನಿವಾಸಿಗಳು ಉಪಸ್ಥಿತರಿದ್ದರು. ಪಾಲಿಕೆ ಸದಸ್ಯರು ಹಾಗೂ ಅಧಿಕಾರಿಗಳು ಶುಭ ಹಾರೈಸಿದರು. bbox=[485, 1105, 618, 1202]
photo-festival-group bbox=[200, 816, 763, 1096]
page-number: 03 bbox=[1442, 85, 1478, 117]
story-award-col-1: ಬೆಂಗಳೂರು: ಅಖಿಲ ಕರ್ನಾಟಕ ಕನ್ನಡ ಚಳವಳಿ ಕೇಂದ್ರ ಸಮಿತಿ ಮತ್ತು ಕನ್ನಡ ಸಾಹಿತ್ಯ ಪರಿಷತ್ತು ಬೆಂಗಳೂರು ಇವರ ಸಹಯೋಗದಲ್ಲಿ ನಡೆದ ಕಾರ್ಯಕ್ರಮದಲ್ಲಿ ದಾವಣಗೆರೆಯ ಹಿರಿಯ ಪತ್ರಕರ್ತ ಬಸವರಾಜ ಐರಣಿ ಅವರಿಗೆ ಜಿ.ನಾ.ಕು. ಪ್ರಶಸ್ತಿ ಪ್ರದಾನ ಮಾಡಲಾಯಿತು. ಕನ್ನಡ ಸಾಹಿತ್ಯ ಪರಿಷತ್ತು ಅಧ್ಯಕ್ಷರು ಪ್ರಶಸ್ತಿ ಪ್ರದಾನ ಮಾಡಿದರು. bbox=[37, 1959, 219, 2072]
photo-slum-program bbox=[227, 230, 527, 399]
story-slum-col-4: ಸಂಘಟನೆಯ ಜಿಲ್ಲಾ ಸಂಚಾಲಕ ಎಂ. ಶಬ್ಬೀರ್ ಸಾಬ್ ಅಧ್ಯಕ್ಷತೆ ವಹಿಸಿದ್ದರು. ಸ್ಲಂ ಜನರ ಬದುಕು ಸುಧಾರಿಸಲು ಮನೆ, ಶಿಕ್ಷಣ, ಆರೋಗ್ಯ ಸೌಲಭ್ಯ ಒದಗಿಸಬೇಕು. ಮನೆಗಳ ಹಕ್ಕುಪತ್ರ ವಿತರಣೆ, ಕುಡಿಯುವ ನೀರು, ಒಳಚರಂಡಿ ವ್ಯವಸ್ಥೆ ಕಲ್ಪಿಸಬೇಕು ಎಂದು ಒತ್ತಾಯಿಸಿದರು. ಕಾರ್ಯಕ್ರಮದಲ್ಲಿ ಮಹಿಳೆಯರು ಭಾಗವಹಿಸಿದ್ದರು. bbox=[534, 228, 762, 325]
